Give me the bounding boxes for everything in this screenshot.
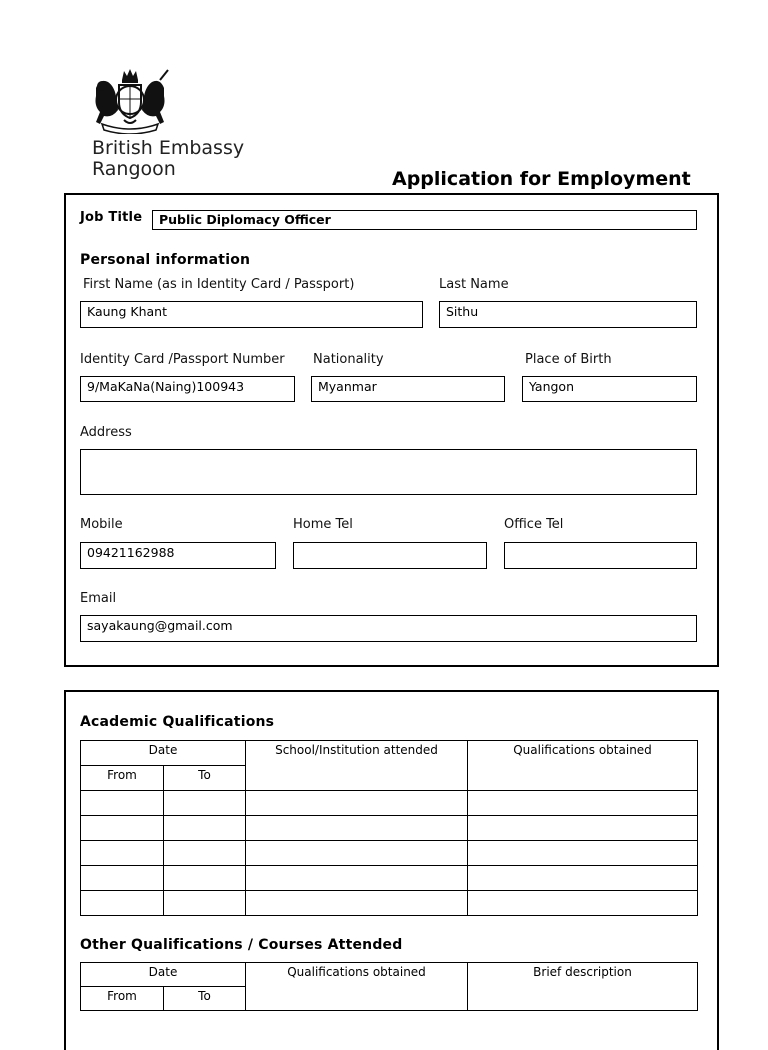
school-header: School/Institution attended [246,741,468,791]
table-cell[interactable] [246,891,468,916]
job-title-field[interactable]: Public Diplomacy Officer [152,210,697,230]
home-tel-label: Home Tel [293,517,353,532]
table-cell[interactable] [164,866,246,891]
table-row [81,816,698,841]
nationality-field[interactable]: Myanmar [311,376,505,402]
place-of-birth-field[interactable]: Yangon [522,376,697,402]
brief-description-header: Brief description [468,963,698,1011]
table-header-row [81,741,698,766]
address-label: Address [80,425,132,440]
table-row [81,891,698,916]
table-cell[interactable] [246,841,468,866]
mobile-label: Mobile [80,517,123,532]
table-cell[interactable] [246,816,468,841]
mobile-field[interactable]: 09421162988 [80,542,276,569]
table-row [81,841,698,866]
date-header: Date [81,963,246,987]
table-header-row [81,963,698,987]
embassy-name-line2: Rangoon [92,158,176,180]
table-cell[interactable] [468,866,698,891]
academic-qualifications-heading: Academic Qualifications [80,714,275,730]
table-cell[interactable] [468,841,698,866]
last-name-label: Last Name [439,277,509,292]
table-row [81,791,698,816]
personal-info-heading: Personal information [80,252,251,268]
email-field[interactable]: sayakaung@gmail.com [80,615,697,642]
table-cell[interactable] [164,891,246,916]
office-tel-label: Office Tel [504,517,564,532]
document-title: Application for Employment [392,168,691,190]
table-cell[interactable] [468,816,698,841]
other-qualifications-table [80,962,698,1011]
embassy-name [92,138,244,180]
table-cell[interactable] [164,841,246,866]
table-cell[interactable] [468,891,698,916]
embassy-name-line1: British Embassy [92,137,245,159]
table-cell[interactable] [81,841,164,866]
to-header: To [164,766,246,791]
qualifications-obtained-header: Qualifications obtained [246,963,468,1011]
table-cell[interactable] [81,891,164,916]
table-row [81,866,698,891]
table-cell[interactable] [81,866,164,891]
table-cell[interactable] [468,791,698,816]
from-header: From [81,987,164,1011]
first-name-field[interactable]: Kaung Khant [80,301,423,328]
table-cell[interactable] [164,816,246,841]
nationality-label: Nationality [313,352,384,367]
office-tel-field[interactable] [504,542,697,569]
id-number-label: Identity Card /Passport Number [80,352,285,367]
last-name-field[interactable]: Sithu [439,301,697,328]
academic-qualifications-table [80,740,698,916]
other-qualifications-heading: Other Qualifications / Courses Attended [80,937,403,953]
royal-coat-of-arms-icon [88,66,172,134]
home-tel-field[interactable] [293,542,487,569]
table-cell[interactable] [246,791,468,816]
id-number-field[interactable]: 9/MaKaNa(Naing)100943 [80,376,295,402]
to-header: To [164,987,246,1011]
table-cell[interactable] [164,791,246,816]
first-name-label: First Name (as in Identity Card / Passport) [83,277,355,292]
address-field[interactable] [80,449,697,495]
table-cell[interactable] [81,791,164,816]
email-label: Email [80,591,117,606]
table-cell[interactable] [246,866,468,891]
table-cell[interactable] [81,816,164,841]
place-of-birth-label: Place of Birth [525,352,612,367]
qualifications-header: Qualifications obtained [468,741,698,791]
job-title-label: Job Title [80,210,143,225]
date-header: Date [81,741,246,766]
from-header: From [81,766,164,791]
